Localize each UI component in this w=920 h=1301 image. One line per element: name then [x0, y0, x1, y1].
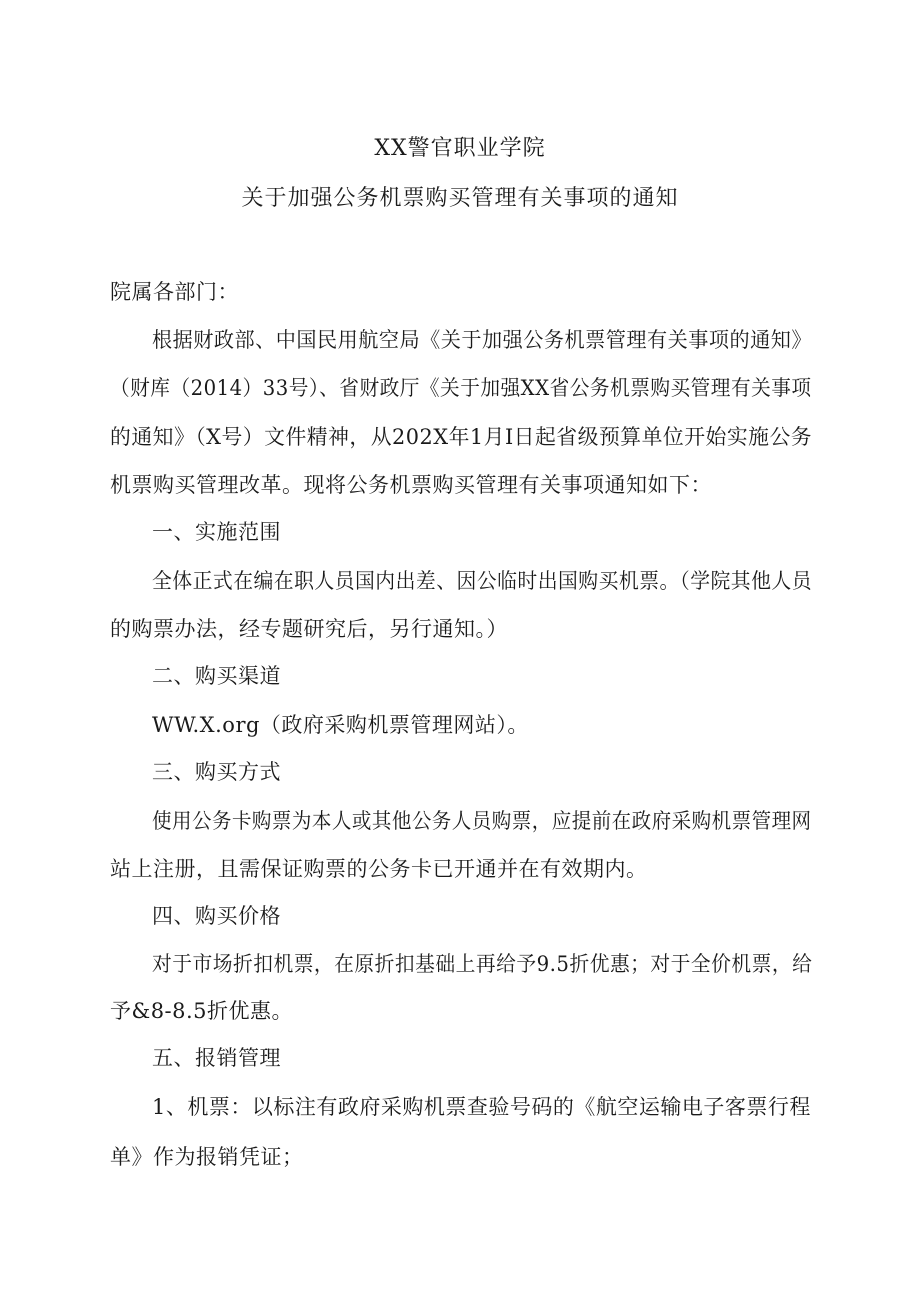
paragraph-line: 站上注册，且需保证购票的公务卡已开通并在有效期内。	[110, 857, 648, 881]
paragraph-line: WW.X.org（政府采购机票管理网站）。	[152, 713, 529, 737]
document-title-institution: XX警官职业学院	[374, 136, 546, 161]
paragraph-line: 对于市场折扣机票，在原折扣基础上再给予9.5折优惠；对于全价机票，给	[152, 952, 813, 976]
paragraph-line: 予&8-8.5折优惠。	[110, 999, 294, 1023]
paragraph-line: 的购票办法，经专题研究后，另行通知。）	[110, 617, 508, 641]
paragraph-line: 的通知》（X号）文件精神，从202X年1月I日起省级预算单位开始实施公务	[110, 425, 813, 449]
section-heading-reimbursement: 五、报销管理	[152, 1046, 281, 1070]
salutation: 院属各部门：	[110, 280, 239, 304]
paragraph-line: 1、机票：以标注有政府采购机票查验号码的《航空运输电子客票行程	[152, 1095, 811, 1119]
paragraph-line: 根据财政部、中国民用航空局《关于加强公务机票管理有关事项的通知》	[152, 328, 812, 352]
paragraph-line: 使用公务卡购票为本人或其他公务人员购票，应提前在政府采购机票管理网	[152, 809, 812, 833]
section-heading-scope: 一、实施范围	[152, 520, 281, 544]
paragraph-line: 全体正式在编在职人员国内出差、因公临时出国购买机票。（学院其他人员	[152, 569, 812, 593]
paragraph-line: 机票购买管理改革。现将公务机票购买管理有关事项通知如下：	[110, 473, 712, 497]
section-heading-price: 四、购买价格	[152, 904, 281, 928]
paragraph-line: （财库（2014）33号）、省财政厅《关于加强XX省公务机票购买管理有关事项	[110, 376, 812, 400]
document-title-subject: 关于加强公务机票购买管理有关事项的通知	[241, 186, 679, 211]
paragraph-line: 单》作为报销凭证；	[110, 1145, 304, 1169]
section-heading-channel: 二、购买渠道	[152, 664, 281, 688]
section-heading-method: 三、购买方式	[152, 760, 281, 784]
